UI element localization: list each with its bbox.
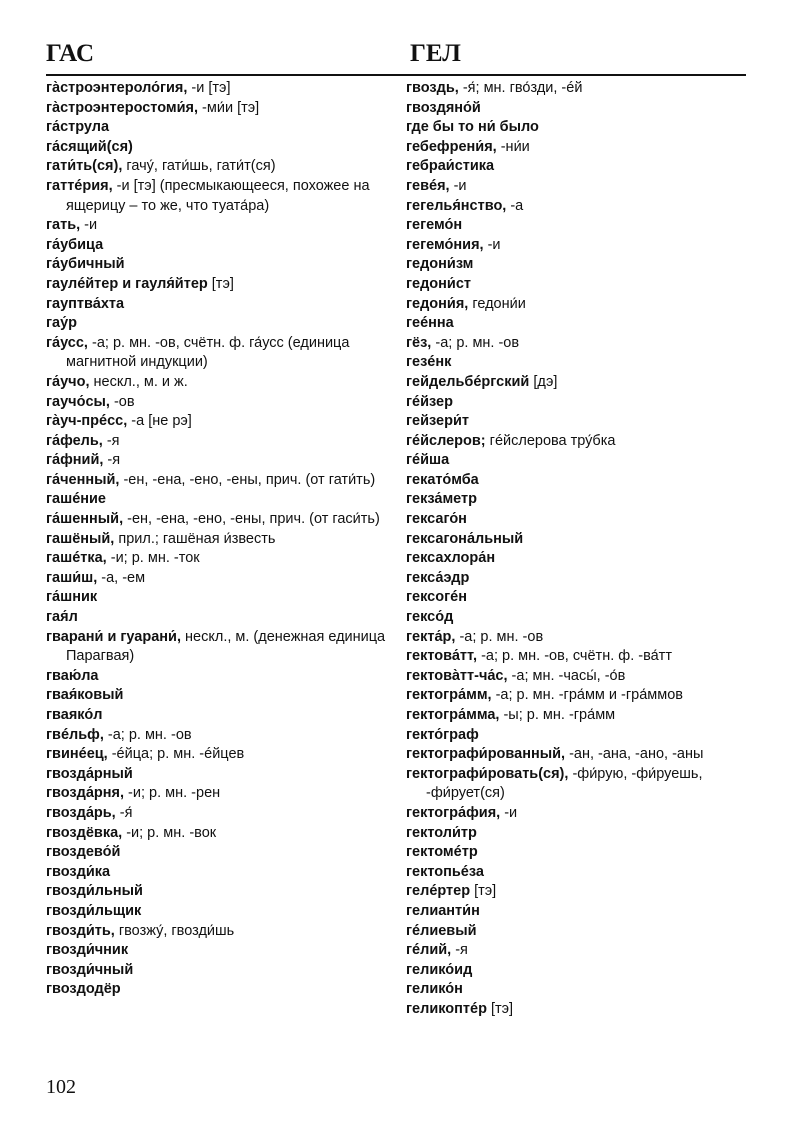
dictionary-entry <box>406 706 756 726</box>
dictionary-entry <box>406 765 756 804</box>
entry-grammar: -а; р. мн. -ов, счётн. ф. га́усс (единица магнитной индукции) <box>66 334 350 371</box>
dictionary-entry <box>406 922 756 942</box>
dictionary-entry <box>406 197 756 217</box>
headword: гектова́тт, <box>406 648 478 665</box>
entry-grammar: гедони́и <box>468 295 526 312</box>
dictionary-column-left <box>46 79 396 1000</box>
headword: гвéльф, <box>46 726 104 743</box>
headword: гегемо́ния, <box>406 236 484 253</box>
headword: га́убичный <box>46 256 125 273</box>
headword: гаулéйтер и гауля́йтер <box>46 275 208 292</box>
dictionary-entry <box>46 961 396 981</box>
dictionary-entry <box>406 1000 756 1020</box>
dictionary-entry <box>46 236 396 256</box>
dictionary-entry <box>46 569 396 589</box>
entry-grammar: -фи́рую, -фи́руешь, -фи́рует(ся) <box>426 765 703 802</box>
dictionary-entry <box>406 863 756 883</box>
dictionary-entry <box>46 882 396 902</box>
dictionary-entry <box>406 118 756 138</box>
headword: га́шенный, <box>46 511 124 528</box>
headword: га́фний, <box>46 452 104 469</box>
dictionary-entry <box>46 393 396 413</box>
entry-grammar: -ан, -ана, -ано, -аны <box>565 746 704 763</box>
dictionary-entry <box>406 314 756 334</box>
dictionary-entry <box>46 451 396 471</box>
entry-grammar: -ов <box>109 393 135 410</box>
running-head-right: ГЕЛ <box>410 40 461 67</box>
headword: га́струла <box>46 119 110 136</box>
dictionary-entry <box>406 843 756 863</box>
dictionary-entry <box>406 412 756 432</box>
headword: гéлий, <box>406 942 452 959</box>
dictionary-entry <box>406 393 756 413</box>
headword: гаттéрия, <box>46 177 113 194</box>
headword: гвозди́льщик <box>46 902 142 919</box>
header-rule <box>46 74 746 76</box>
dictionary-entry <box>406 961 756 981</box>
dictionary-entry <box>406 432 756 452</box>
entry-grammar: -и <box>449 177 467 194</box>
dictionary-entry <box>406 255 756 275</box>
headword: гедони́ст <box>406 275 472 292</box>
headword: гéйслеров; <box>406 432 486 449</box>
dictionary-entry <box>46 314 396 334</box>
headword: га́убица <box>46 236 104 253</box>
entry-grammar: -а; р. мн. -гра́мм и -гра́ммов <box>491 687 684 704</box>
entry-grammar: -а; р. мн. -ов <box>455 628 544 645</box>
headword: гвозди́ка <box>46 863 111 880</box>
entry-grammar: [тэ] <box>207 275 234 292</box>
headword: гвая́ковый <box>46 687 124 704</box>
dictionary-entry <box>46 941 396 961</box>
headword: гвозди́чный <box>46 961 134 978</box>
headword: гаши́ш, <box>46 569 98 586</box>
dictionary-entry <box>46 549 396 569</box>
dictionary-entry <box>406 902 756 922</box>
headword: гелéртер <box>406 883 471 900</box>
dictionary-entry <box>46 177 396 216</box>
dictionary-entry <box>406 686 756 706</box>
headword: га́сящий(ся) <box>46 138 133 155</box>
headword: гвозда́рня, <box>46 785 125 802</box>
dictionary-entry <box>406 177 756 197</box>
dictionary-entry <box>46 432 396 452</box>
headword: гваяко́л <box>46 707 103 723</box>
entry-grammar: -ен, -ена, -ено, -ены, прич. (от гаси́ть) <box>123 511 380 528</box>
dictionary-entry <box>46 118 396 138</box>
headword: гекза́метр <box>406 491 477 508</box>
headword: гексаго́н <box>406 511 467 528</box>
dictionary-entry <box>406 745 756 765</box>
dictionary-entry <box>46 334 396 373</box>
entry-grammar: -а; р. мн. -ов <box>103 726 192 743</box>
headword: гвоздёвка, <box>46 824 123 841</box>
dictionary-entry <box>46 79 396 99</box>
dictionary-entry <box>406 138 756 158</box>
entry-grammar: -ы; р. мн. -гра́мм <box>499 707 616 723</box>
headword: гвоздь, <box>406 80 459 96</box>
headword: геликоптéр <box>406 1000 487 1017</box>
headword: га́ченный, <box>46 471 120 488</box>
headword: гексагона́льный <box>406 530 524 547</box>
dictionary-entry <box>46 980 396 1000</box>
dictionary-entry <box>406 471 756 491</box>
dictionary-entry <box>406 157 756 177</box>
headword: гёз, <box>406 334 432 351</box>
entry-grammar: гачу́, гати́шь, гати́т(ся) <box>122 158 276 175</box>
dictionary-entry <box>46 922 396 942</box>
dictionary-entry <box>46 765 396 785</box>
dictionary-entry <box>46 255 396 275</box>
headword: гектомéтр <box>406 844 478 861</box>
entry-grammar: -ми́и [тэ] <box>198 99 260 116</box>
headword: гауптва́хта <box>46 295 125 312</box>
headword: гая́л <box>46 609 78 626</box>
entry-grammar: -и <box>483 236 501 253</box>
entry-grammar: нескл., м. и ж. <box>89 373 188 390</box>
dictionary-entry <box>46 530 396 550</box>
entry-grammar: -и; р. мн. -рен <box>124 785 221 802</box>
headword: гедони́зм <box>406 256 474 273</box>
dictionary-entry <box>406 530 756 550</box>
headword: га̀строэнтероло́гия, <box>46 80 188 96</box>
headword: гашéние <box>46 491 106 508</box>
entry-grammar: -я <box>451 942 468 959</box>
headword: где бы то ни́ было <box>406 119 539 136</box>
headword: гекса́эдр <box>406 569 470 586</box>
dictionary-entry <box>46 510 396 530</box>
dictionary-entry <box>46 490 396 510</box>
headword: гектогра́мма, <box>406 707 500 723</box>
headword: гексо́д <box>406 609 454 626</box>
dictionary-entry <box>46 138 396 158</box>
headword: гати́ть(ся), <box>46 158 123 175</box>
dictionary-entry <box>406 667 756 687</box>
dictionary-entry <box>406 588 756 608</box>
dictionary-entry <box>406 295 756 315</box>
headword: гелико́ид <box>406 961 473 978</box>
dictionary-entry <box>46 608 396 628</box>
page-number: 102 <box>46 1076 76 1098</box>
dictionary-entry <box>406 510 756 530</box>
dictionary-entry <box>406 216 756 236</box>
headword: гвозди́льный <box>46 883 143 900</box>
dictionary-entry <box>406 824 756 844</box>
dictionary-entry <box>406 79 756 99</box>
dictionary-entry <box>46 373 396 393</box>
headword: гварани́ и гуарани́, <box>46 628 181 645</box>
dictionary-entry <box>46 745 396 765</box>
entry-grammar: -я́; мн. гво́зди, -éй <box>458 80 583 96</box>
dictionary-entry <box>406 569 756 589</box>
dictionary-entry <box>406 941 756 961</box>
entry-grammar: гвозжу́, гвозди́шь <box>114 922 235 939</box>
entry-grammar: гéйслерова тру́бка <box>485 432 616 449</box>
dictionary-entry <box>406 608 756 628</box>
dictionary-entry <box>46 824 396 844</box>
entry-grammar: -и <box>500 804 518 821</box>
dictionary-entry <box>46 863 396 883</box>
entry-grammar: -а; р. мн. -ов, счётн. ф. -ва́тт <box>477 648 672 665</box>
headword: гвозди́ть, <box>46 922 115 939</box>
entry-grammar: -и [тэ] (пресмыкающееся, похожее на ящерицу – то же, что туата́ра) <box>66 177 370 214</box>
headword: га́фель, <box>46 432 103 449</box>
dictionary-entry <box>406 628 756 648</box>
headword: гéйзер <box>406 393 453 410</box>
dictionary-entry <box>46 588 396 608</box>
dictionary-entry <box>406 726 756 746</box>
entry-grammar: -ен, -ена, -ено, -ены, прич. (от гати́ть) <box>119 471 376 488</box>
entry-grammar: -и; р. мн. -вок <box>122 824 217 841</box>
headword: га̀строэнтеростоми́я, <box>46 99 199 116</box>
headword: гектова̀тт-ча́с, <box>406 667 508 684</box>
headword: га́шник <box>46 589 98 606</box>
headword: гвозда́рный <box>46 765 133 782</box>
headword: гедони́я, <box>406 295 469 312</box>
dictionary-entry <box>46 726 396 746</box>
entry-grammar: -и <box>80 217 98 234</box>
headword: гейзери́т <box>406 413 469 430</box>
running-head-left: ГАС <box>46 40 95 67</box>
entry-grammar: -а; р. мн. -ов <box>431 334 520 351</box>
headword: гвозда́рь, <box>46 804 116 821</box>
headword: гау́р <box>46 315 78 332</box>
dictionary-entry <box>46 99 396 119</box>
entry-grammar: -éйца; р. мн. -éйцев <box>107 746 245 763</box>
dictionary-entry <box>406 99 756 119</box>
dictionary-entry <box>406 647 756 667</box>
entry-grammar: -и [тэ] <box>187 80 231 96</box>
headword: гебефрени́я, <box>406 138 497 155</box>
headword: гваю́ла <box>46 667 99 684</box>
dictionary-entry <box>406 490 756 510</box>
dictionary-entry <box>46 902 396 922</box>
dictionary-entry <box>46 216 396 236</box>
headword: гектопьéза <box>406 863 484 880</box>
dictionary-column-right <box>406 79 756 1020</box>
headword: га́учо, <box>46 373 90 390</box>
headword: гектоли́тр <box>406 824 477 841</box>
headword: гéлиевый <box>406 922 477 939</box>
dictionary-entry <box>46 804 396 824</box>
entry-grammar: нескл., м. (денежная единица Парагвая) <box>66 628 386 665</box>
entry-grammar: -ни́и <box>496 138 530 155</box>
headword: гвоздодёр <box>46 981 121 998</box>
dictionary-entry <box>46 295 396 315</box>
entry-grammar: -а [не рэ] <box>127 413 192 430</box>
dictionary-entry <box>46 471 396 491</box>
headword: га̀уч-прéсс, <box>46 413 128 430</box>
dictionary-entry <box>406 353 756 373</box>
entry-grammar: [дэ] <box>529 373 558 390</box>
dictionary-entry <box>46 275 396 295</box>
dictionary-entry <box>406 882 756 902</box>
dictionary-entry <box>406 980 756 1000</box>
entry-grammar: -я <box>103 452 121 469</box>
entry-grammar: [тэ] <box>470 883 497 900</box>
headword: гектографи́ровать(ся), <box>406 765 569 782</box>
headword: гашéтка, <box>46 550 107 567</box>
headword: гейдельбéргский <box>406 373 530 390</box>
entry-grammar: -а <box>506 197 524 214</box>
headword: гвоздево́й <box>46 844 121 861</box>
headword: гéйша <box>406 452 450 469</box>
headword: гвоздяно́й <box>406 99 481 116</box>
dictionary-entry <box>46 412 396 432</box>
entry-grammar: прил.; гашёная и́звесть <box>114 530 276 547</box>
headword: гектографи́рованный, <box>406 746 566 763</box>
headword: гектогра́фия, <box>406 804 501 821</box>
headword: гать, <box>46 217 81 234</box>
headword: гeéнна <box>406 315 454 332</box>
headword: гегелья́нство, <box>406 197 507 214</box>
dictionary-entry <box>46 157 396 177</box>
dictionary-entry <box>46 628 396 667</box>
dictionary-entry <box>46 706 396 726</box>
headword: гекато́мба <box>406 471 479 488</box>
entry-grammar: -я <box>102 432 120 449</box>
headword: гегемо́н <box>406 217 463 234</box>
dictionary-entry <box>406 334 756 354</box>
entry-grammar: -и; р. мн. -ток <box>106 550 200 567</box>
headword: гелико́н <box>406 981 463 998</box>
headword: гекто́граф <box>406 726 479 743</box>
dictionary-entry <box>406 275 756 295</box>
headword: га́усс, <box>46 334 88 351</box>
entry-grammar: [тэ] <box>486 1000 514 1017</box>
dictionary-entry <box>406 236 756 256</box>
headword: гвозди́чник <box>46 942 129 959</box>
headword: гебраи́стика <box>406 158 495 175</box>
dictionary-entry <box>46 686 396 706</box>
headword: гезéнк <box>406 354 452 371</box>
dictionary-entry <box>46 843 396 863</box>
headword: гелианти́н <box>406 902 480 919</box>
headword: гевéя, <box>406 177 450 194</box>
entry-grammar: -а; мн. -часы́, -о́в <box>507 667 626 684</box>
headword: гексогéн <box>406 589 467 606</box>
dictionary-entry <box>46 667 396 687</box>
headword: гекта́р, <box>406 628 456 645</box>
headword: гвинéец, <box>46 746 108 763</box>
entry-grammar: -я́ <box>115 804 133 821</box>
dictionary-entry <box>406 451 756 471</box>
dictionary-entry <box>406 549 756 569</box>
dictionary-entry <box>406 804 756 824</box>
headword: гексахлора́н <box>406 550 496 567</box>
headword: гаучо́сы, <box>46 393 110 410</box>
dictionary-entry <box>46 784 396 804</box>
entry-grammar: -а, -ем <box>97 569 146 586</box>
dictionary-entry <box>406 373 756 393</box>
headword: гектогра́мм, <box>406 687 492 704</box>
headword: гашёный, <box>46 530 115 547</box>
